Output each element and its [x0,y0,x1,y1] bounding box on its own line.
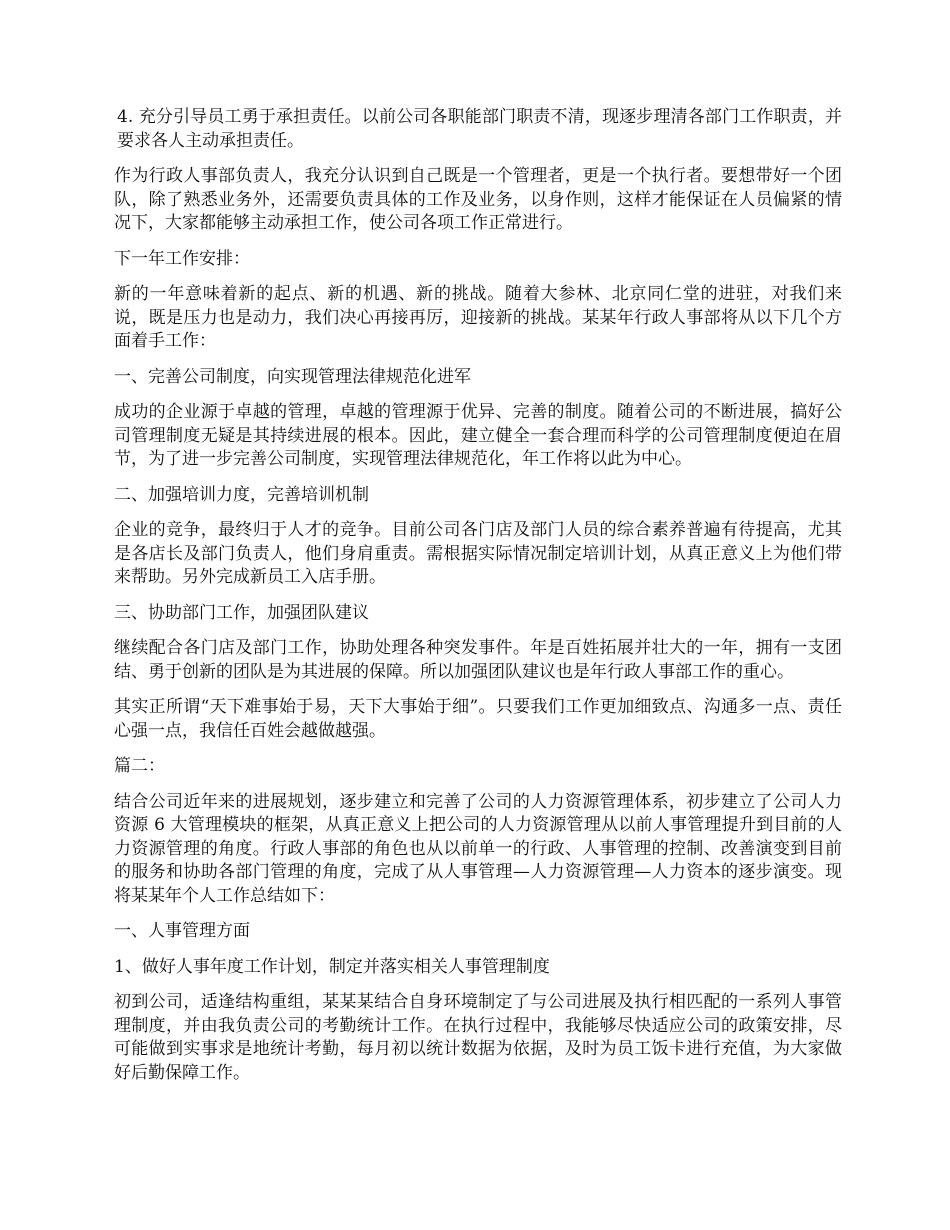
paragraph-new-year-intro: 新的一年意味着新的起点、新的机遇、新的挑战。随着大参林、北京同仁堂的进驻，对我们来说，既是压力也是动力，我们决心再接再厉，迎接新的挑战。某某年行政人事部将从以下几个方面着手工作： [114,284,842,351]
heading-section-3: 三、协助部门工作，加强团队建议 [114,602,369,623]
paragraph-hr-plan: 初到公司，适逢结构重组，某某某结合自身环境制定了与公司进展及执行相匹配的一系列人事管理制度，并由我负责公司的考勤统计工作。在执行过程中，我能够尽快适应公司的政策安排，尽可能做到实事求是地统计考勤，每月初以统计数据为依据，及时为员工饭卡进行充值，为大家做好后勤保障工作。 [114,992,842,1083]
paragraph-closing: 其实正所谓“天下难事始于易，天下大事始于细”。只要我们工作更加细致点、沟通多一点、责任心强一点，我信任百姓会越做越强。 [114,697,842,741]
paragraph-section-1: 成功的企业源于卓越的管理，卓越的管理源于优异、完善的制度。随着公司的不断进展，搞好公司管理制度无疑是其持续进展的根本。因此，建立健全一套合理而科学的公司管理制度便迫在眉节，为了进一步完善公司制度，实现管理法律规范化，年工作将以此为中心。 [114,402,842,469]
paragraph-role-reflection: 作为行政人事部负责人，我充分认识到自己既是一个管理者，更是一个执行者。要想带好一个团队，除了熟悉业务外，还需要负责具体的工作及业务，以身作则，这样才能保证在人员偏紧的情况下，大家都能够主动承担工作，使公司各项工作正常进行。 [114,166,842,233]
heading-section-2: 二、加强培训力度，完善培训机制 [114,484,369,505]
heading-hr-management: 一、人事管理方面 [114,921,250,941]
heading-next-year-plan: 下一年工作安排： [114,248,250,269]
paragraph-part-two-intro: 结合公司近年来的进展规划，逐步建立和完善了公司的人力资源管理体系，初步建立了公司人力资源 6 大管理模块的框架，从真正意义上把公司的人力资源管理从以前人事管理提升到目前的人力资源管理的角度。行政人事部的角色也从以前单一的行政、人事管理的控制、改善演变到目前的服务和协助各部门管理的角度，完成了从人事管理—人力资源管理—人力资本的逐步演变。现将某某年个人工作总结如下： [114,791,842,906]
paragraph-section-3: 继续配合各门店及部门工作，协助处理各种突发事件。年是百姓拓展并壮大的一年，拥有一支团结、勇于创新的团队是为其进展的保障。所以加强团队建议也是年行政人事部工作的重心。 [114,638,842,682]
heading-part-two: 篇二： [114,756,165,776]
heading-hr-plan: 1、做好人事年度工作计划，制定并落实相关人事管理制度 [114,956,550,977]
heading-section-1: 一、完善公司制度，向实现管理法律规范化进军 [114,366,471,387]
document-page [114,106,842,1097]
paragraph-section-2: 企业的竞争，最终归于人才的竞争。目前公司各门店及部门人员的综合素养普遍有待提高，尤其是各店长及部门负责人，他们身肩重责。需根据实际情况制定培训计划，从真正意义上为他们带来帮助。另外完成新员工入店手册。 [114,520,842,587]
paragraph-item-4: 4. 充分引导员工勇于承担责任。以前公司各职能部门职责不清，现逐步理清各部门工作职责，并要求各人主动承担责任。 [117,107,842,151]
